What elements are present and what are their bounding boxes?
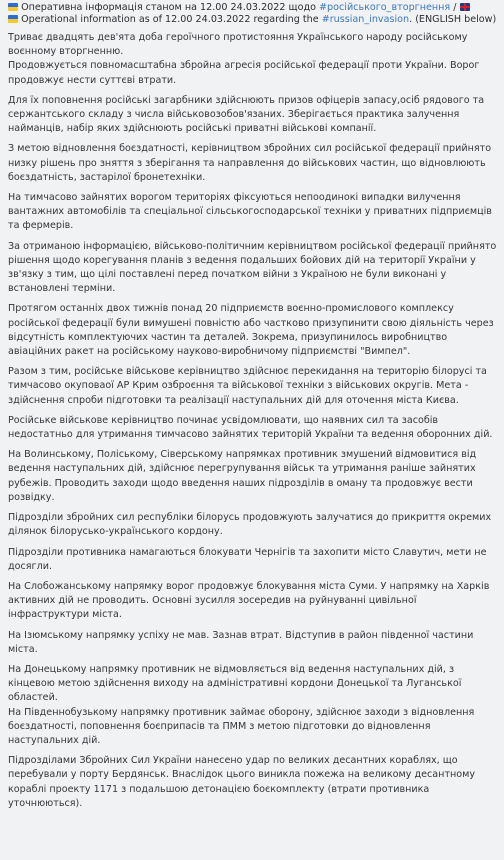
header-line2-prefix: Operational information as of 12.00 24.03.2022 regarding the xyxy=(21,14,322,25)
header-line1-prefix: Оперативна інформація станом на 12.00 24.03.2022 щодо xyxy=(21,2,319,13)
hashtag-russian-invasion-en[interactable]: #russian_invasion xyxy=(321,14,410,25)
paragraph: На Ізюмському напрямку успіху не мав. Зазнав втрат. Відступив в район південної частини міста. xyxy=(8,629,474,655)
paragraph: Підрозділи противника намагаються блокувати Чернігів та захопити місто Славутич, мети не досягли. xyxy=(8,546,487,572)
paragraph: Триває двадцять дев'ята доба героїчного протистояння Українського народу російському воєнному вторгненню. xyxy=(8,32,468,58)
paragraph: На Волинському, Поліському, Сіверському напрямках противник змушений відмовитися від ведення наступальних дій, здійснює перегрупування військ та утримання раніше зайнятих рубежів. Проводить заходи щодо введення наших підрозділів в оману та продовжує вести розвідку. xyxy=(8,449,477,503)
paragraph: На Донецькому напрямку противник не відмовляється від ведення наступальних дій, з кінцевою метою здійснення виходу на адміністративні кордони Донецької та Луганської областей. xyxy=(8,663,462,704)
header-line1-suffix: / xyxy=(450,2,460,13)
paragraph: Підрозділи збройних сил республіки білорусь продовжують залучатися до прикриття окремих ділянок білорусько-українського кордону. xyxy=(8,512,492,538)
paragraph: Підрозділами Збройних Сил України нанесено удар по великих десантних кораблях, що перебували у порту Бердянськ. Внаслідок цього виникла пожежа на великому десантному кораблі проекту 1171 з подальшою детонацією боєкомплекту (втрати противника уточнюються). xyxy=(8,755,476,809)
header-line-en xyxy=(8,14,498,26)
paragraph: З метою відновлення боєздатності, керівництвом збройних сил російської федерації прийнято низку рішень про зняття з зберігання та направлення до військових частин, що відновлюють боєздатність, застарілої бронетехніки. xyxy=(8,143,492,183)
ukraine-flag-icon xyxy=(8,15,18,23)
hashtag-russian-invasion-ua[interactable]: #російського_вторгнення xyxy=(319,2,451,13)
paragraph: Для їх поповнення російські загарбники здійснюють призов офіцерів запасу,осіб рядового та сержантського складу з числа військовозобов'язаних. Зберігається практика залучення найманців, набір яких здійснюють російські приватні військові компанії. xyxy=(8,94,485,135)
paragraph: Протягом останніх двох тижнів понад 20 підприємств воєнно-промислового комплексу російської федерації були вимушені повністю або частково призупинити свою діяльність через відсутність комплектуючих частин та деталей. Зокрема, призупинилось виробництво авіаційних ракет на російському науково-виробничому підприємстві "Вимпел". xyxy=(8,303,494,358)
header-line-ua xyxy=(8,2,498,14)
paragraph: Продовжується повномасштабна збройна агресія російської федерації проти України. Ворог продовжує нести суттєві втрати. xyxy=(8,60,480,86)
paragraph: Разом з тим, російське військове керівництво здійснює перекидання на територію білорусі та тимчасово окуповаої АР Крим озброєння та військової техніки з військових округів. Мета - здійснення спроби підготовки та реалізації наступальних дій для оточення міста Києва. xyxy=(8,366,487,406)
ukraine-flag-icon xyxy=(8,3,18,11)
paragraph: На тимчасово зайнятих ворогом територіях фіксуються непоодинокі випадки вилучення вантажних автомобілів та спеціальної сільськогосподарської техніки у приватних підприємців та фермерів. xyxy=(8,192,492,232)
paragraph: На Слобожанському напрямку ворог продовжує блокування міста Суми. У напрямку на Харків активних дій не проводить. Основні зусилля зосередив на руйнуванні цивільної інфраструктури міста. xyxy=(8,580,490,621)
uk-flag-icon xyxy=(460,3,470,11)
paragraph: На Південнобузькому напрямку противник займає оборону, здійснює заходи з відновлення боєздатності, поповнення боєприпасів та ПММ з метою підготовки до відновлення наступальних дій. xyxy=(8,706,475,746)
paragraph: За отриманою інформацією, військово-політичним керівництвом російської федерації прийнято рішення щодо корегування планів з ведення подальших бойових дій на території України у зв'язку з тим, що цілі поставлені перед початком війни з Україною не були виконані у встановлені терміни. xyxy=(8,240,497,295)
paragraph: Російське військове керівництво починає усвідомлювати, що наявних сил та засобів недостатньо для утримання тимчасово зайнятих територій України та ведення оборонних дій. xyxy=(8,414,493,441)
header-line2-suffix: . (ENGLISH below) xyxy=(409,14,497,25)
